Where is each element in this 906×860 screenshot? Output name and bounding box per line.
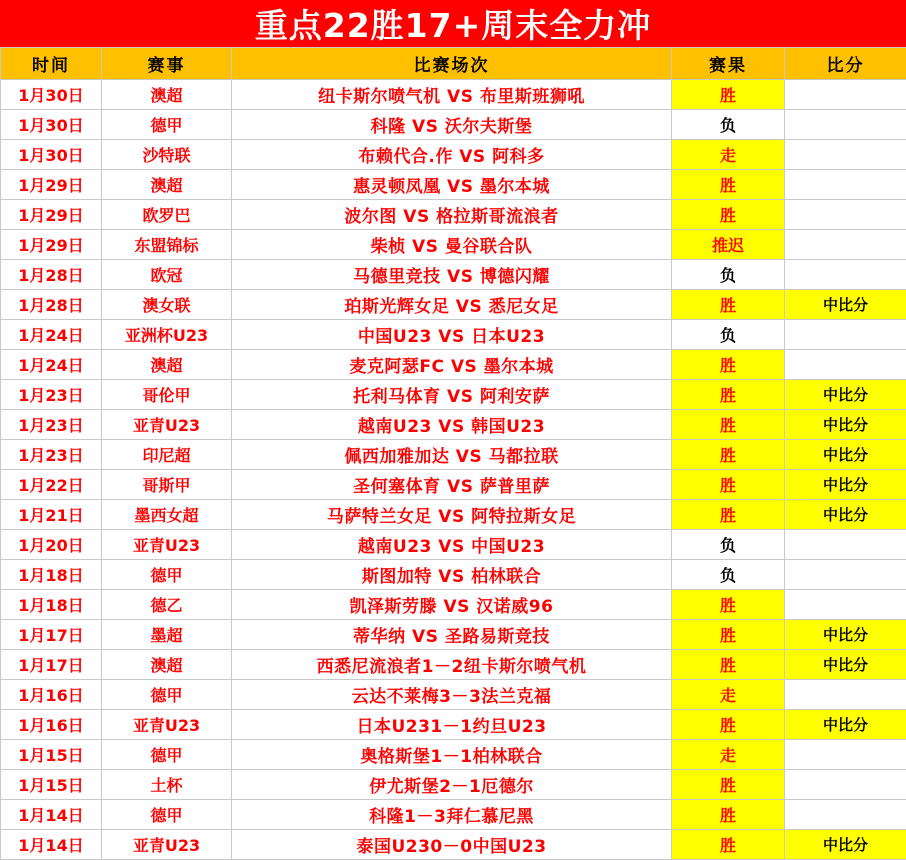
table-row	[1, 350, 906, 380]
cell-time: 1月29日	[1, 200, 102, 230]
cell-match: 柴桢 VS 曼谷联合队	[232, 230, 672, 260]
cell-competition: 印尼超	[102, 440, 232, 470]
table-row	[1, 500, 906, 530]
cell-score	[785, 110, 906, 140]
cell-competition: 澳超	[102, 350, 232, 380]
cell-result: 负	[672, 530, 785, 560]
cell-time: 1月17日	[1, 620, 102, 650]
cell-match: 圣何塞体育 VS 萨普里萨	[232, 470, 672, 500]
cell-score	[785, 590, 906, 620]
cell-time: 1月30日	[1, 110, 102, 140]
cell-competition: 墨西女超	[102, 500, 232, 530]
cell-match: 奥格斯堡1－1柏林联合	[232, 740, 672, 770]
table-header	[1, 48, 906, 80]
cell-score	[785, 80, 906, 110]
cell-competition: 亚青U23	[102, 710, 232, 740]
cell-match: 纽卡斯尔喷气机 VS 布里斯班狮吼	[232, 80, 672, 110]
cell-result: 负	[672, 110, 785, 140]
table-row	[1, 200, 906, 230]
cell-result: 胜	[672, 380, 785, 410]
cell-score	[785, 530, 906, 560]
cell-time: 1月23日	[1, 380, 102, 410]
cell-score: 中比分	[785, 620, 906, 650]
column-header-score: 比分	[785, 48, 906, 80]
cell-score: 中比分	[785, 710, 906, 740]
cell-result: 胜	[672, 800, 785, 830]
cell-match: 斯图加特 VS 柏林联合	[232, 560, 672, 590]
cell-competition: 土杯	[102, 770, 232, 800]
cell-time: 1月24日	[1, 350, 102, 380]
cell-match: 珀斯光辉女足 VS 悉尼女足	[232, 290, 672, 320]
cell-score	[785, 740, 906, 770]
cell-competition: 亚青U23	[102, 830, 232, 860]
cell-result: 胜	[672, 200, 785, 230]
cell-time: 1月14日	[1, 830, 102, 860]
cell-result: 胜	[672, 770, 785, 800]
cell-time: 1月16日	[1, 710, 102, 740]
cell-result: 胜	[672, 500, 785, 530]
cell-result: 胜	[672, 80, 785, 110]
cell-competition: 哥伦甲	[102, 380, 232, 410]
table-row	[1, 530, 906, 560]
column-header-result: 赛果	[672, 48, 785, 80]
cell-score: 中比分	[785, 500, 906, 530]
table-row	[1, 770, 906, 800]
cell-match: 科隆1－3拜仁慕尼黑	[232, 800, 672, 830]
cell-score: 中比分	[785, 830, 906, 860]
cell-match: 蒂华纳 VS 圣路易斯竞技	[232, 620, 672, 650]
table-row	[1, 290, 906, 320]
cell-match: 惠灵顿凤凰 VS 墨尔本城	[232, 170, 672, 200]
cell-score	[785, 320, 906, 350]
cell-competition: 德甲	[102, 800, 232, 830]
cell-result: 推迟	[672, 230, 785, 260]
cell-competition: 欧冠	[102, 260, 232, 290]
table-row	[1, 440, 906, 470]
cell-match: 中国U23 VS 日本U23	[232, 320, 672, 350]
cell-competition: 德甲	[102, 680, 232, 710]
table-row	[1, 680, 906, 710]
cell-score: 中比分	[785, 380, 906, 410]
cell-time: 1月21日	[1, 500, 102, 530]
cell-match: 麦克阿瑟FC VS 墨尔本城	[232, 350, 672, 380]
table-row	[1, 620, 906, 650]
cell-result: 走	[672, 740, 785, 770]
cell-match: 托利马体育 VS 阿利安萨	[232, 380, 672, 410]
cell-match: 马萨特兰女足 VS 阿特拉斯女足	[232, 500, 672, 530]
cell-time: 1月18日	[1, 590, 102, 620]
cell-score	[785, 800, 906, 830]
cell-score	[785, 560, 906, 590]
table-row	[1, 590, 906, 620]
match-results-table	[0, 47, 906, 860]
table-row	[1, 230, 906, 260]
cell-competition: 沙特联	[102, 140, 232, 170]
cell-score	[785, 140, 906, 170]
cell-time: 1月15日	[1, 740, 102, 770]
cell-match: 波尔图 VS 格拉斯哥流浪者	[232, 200, 672, 230]
cell-competition: 德乙	[102, 590, 232, 620]
table-row	[1, 560, 906, 590]
cell-time: 1月29日	[1, 170, 102, 200]
cell-competition: 墨超	[102, 620, 232, 650]
cell-result: 走	[672, 140, 785, 170]
cell-score	[785, 350, 906, 380]
cell-score	[785, 680, 906, 710]
cell-match: 凯泽斯劳滕 VS 汉诺威96	[232, 590, 672, 620]
cell-match: 科隆 VS 沃尔夫斯堡	[232, 110, 672, 140]
cell-score: 中比分	[785, 290, 906, 320]
cell-score: 中比分	[785, 410, 906, 440]
cell-score: 中比分	[785, 650, 906, 680]
cell-result: 胜	[672, 710, 785, 740]
cell-score	[785, 230, 906, 260]
cell-time: 1月30日	[1, 140, 102, 170]
table-row	[1, 830, 906, 860]
cell-match: 西悉尼流浪者1－2纽卡斯尔喷气机	[232, 650, 672, 680]
column-header-time: 时间	[1, 48, 102, 80]
cell-time: 1月15日	[1, 770, 102, 800]
cell-time: 1月18日	[1, 560, 102, 590]
cell-match: 伊尤斯堡2－1厄德尔	[232, 770, 672, 800]
cell-time: 1月30日	[1, 80, 102, 110]
cell-competition: 德甲	[102, 740, 232, 770]
cell-result: 走	[672, 680, 785, 710]
cell-result: 胜	[672, 290, 785, 320]
cell-time: 1月29日	[1, 230, 102, 260]
table-row	[1, 80, 906, 110]
cell-result: 负	[672, 320, 785, 350]
table-header-row	[1, 48, 906, 80]
cell-competition: 亚洲杯U23	[102, 320, 232, 350]
table-body	[1, 80, 906, 860]
table-row	[1, 110, 906, 140]
cell-result: 胜	[672, 410, 785, 440]
cell-score: 中比分	[785, 470, 906, 500]
cell-competition: 澳女联	[102, 290, 232, 320]
cell-match: 日本U231－1约旦U23	[232, 710, 672, 740]
cell-result: 胜	[672, 590, 785, 620]
cell-time: 1月22日	[1, 470, 102, 500]
cell-time: 1月20日	[1, 530, 102, 560]
cell-competition: 德甲	[102, 560, 232, 590]
table-row	[1, 740, 906, 770]
cell-match: 布赖代合.作 VS 阿科多	[232, 140, 672, 170]
cell-result: 负	[672, 560, 785, 590]
cell-time: 1月23日	[1, 410, 102, 440]
cell-competition: 德甲	[102, 110, 232, 140]
cell-competition: 澳超	[102, 650, 232, 680]
cell-time: 1月24日	[1, 320, 102, 350]
cell-result: 胜	[672, 440, 785, 470]
cell-result: 胜	[672, 830, 785, 860]
cell-match: 越南U23 VS 韩国U23	[232, 410, 672, 440]
column-header-competition: 赛事	[102, 48, 232, 80]
table-row	[1, 140, 906, 170]
table-row	[1, 470, 906, 500]
cell-time: 1月17日	[1, 650, 102, 680]
cell-competition: 亚青U23	[102, 410, 232, 440]
cell-time: 1月14日	[1, 800, 102, 830]
cell-score	[785, 170, 906, 200]
cell-match: 马德里竞技 VS 博德闪耀	[232, 260, 672, 290]
banner-title: 重点22胜17+周末全力冲	[0, 0, 906, 47]
table-row	[1, 170, 906, 200]
table-row	[1, 260, 906, 290]
cell-match: 云达不莱梅3－3法兰克福	[232, 680, 672, 710]
cell-match: 佩西加雅加达 VS 马都拉联	[232, 440, 672, 470]
cell-score	[785, 200, 906, 230]
cell-competition: 亚青U23	[102, 530, 232, 560]
cell-competition: 欧罗巴	[102, 200, 232, 230]
table-row	[1, 320, 906, 350]
cell-competition: 东盟锦标	[102, 230, 232, 260]
cell-score	[785, 770, 906, 800]
cell-result: 胜	[672, 170, 785, 200]
table-row	[1, 410, 906, 440]
cell-time: 1月28日	[1, 260, 102, 290]
table-row	[1, 710, 906, 740]
cell-time: 1月16日	[1, 680, 102, 710]
cell-score	[785, 260, 906, 290]
cell-score: 中比分	[785, 440, 906, 470]
column-header-match: 比赛场次	[232, 48, 672, 80]
cell-result: 负	[672, 260, 785, 290]
table-row	[1, 650, 906, 680]
cell-competition: 澳超	[102, 80, 232, 110]
cell-match: 泰国U230－0中国U23	[232, 830, 672, 860]
cell-time: 1月28日	[1, 290, 102, 320]
table-row	[1, 800, 906, 830]
cell-result: 胜	[672, 470, 785, 500]
cell-result: 胜	[672, 650, 785, 680]
cell-time: 1月23日	[1, 440, 102, 470]
cell-result: 胜	[672, 350, 785, 380]
cell-match: 越南U23 VS 中国U23	[232, 530, 672, 560]
cell-result: 胜	[672, 620, 785, 650]
cell-competition: 澳超	[102, 170, 232, 200]
table-row	[1, 380, 906, 410]
cell-competition: 哥斯甲	[102, 470, 232, 500]
